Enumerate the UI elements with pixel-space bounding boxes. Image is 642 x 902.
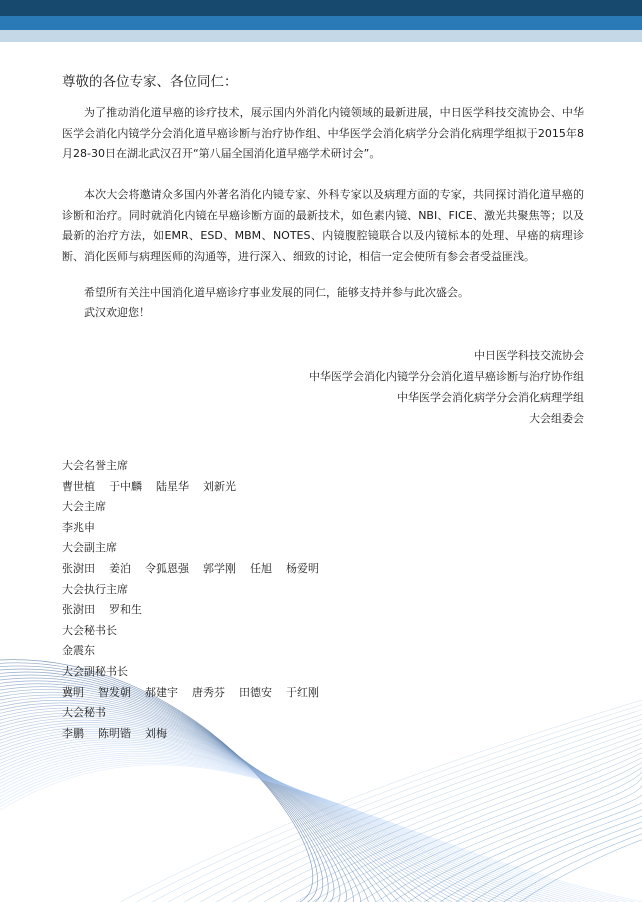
committee-list: [62, 456, 319, 744]
wave-line: [0, 765, 642, 902]
committee-role: 大会主席: [62, 500, 106, 514]
letter-paragraph-4: 武汉欢迎您！: [84, 306, 150, 319]
committee-role: 大会副主席: [62, 541, 117, 555]
wave-line: [216, 729, 642, 902]
committee-member: 刘梅: [145, 726, 167, 740]
letter-paragraph-1: 为了推动消化道早癌的诊疗技术，展示国内外消化内镜领域的最新进展，中日医学科技交流协会、中华医学会消化内镜学分会消化道早癌诊断与治疗协作组、中华医学会消化病学分会消化病理学组拟于2015年8月28-30日在湖北武汉召开“第八届全国消化道早癌学术研讨会”。: [62, 106, 584, 160]
committee-role: 大会副秘书长: [62, 664, 128, 678]
committee-members: [62, 559, 319, 580]
signature-line: 中日医学科技交流协会: [474, 349, 584, 362]
committee-member: 杨爱明: [286, 561, 319, 575]
committee-member: 金震东: [62, 644, 95, 658]
header-band: [0, 0, 642, 46]
committee-member: 田德安: [239, 685, 272, 699]
wave-line: [488, 810, 642, 902]
committee-member: 刘新光: [203, 479, 236, 493]
header-band-light: [0, 30, 642, 42]
committee-members: [62, 600, 319, 621]
wave-line: [0, 726, 498, 902]
header-band-mid: [0, 16, 642, 30]
wave-line: [0, 762, 627, 902]
committee-member: 唐秀芬: [192, 685, 225, 699]
committee-member: 陈明锴: [98, 726, 131, 740]
committee-member: 郝建宇: [145, 685, 178, 699]
committee-member: 郭学刚: [203, 561, 236, 575]
committee-members: [62, 724, 319, 745]
committee-member: 姜泊: [109, 561, 131, 575]
committee-members: [62, 683, 319, 704]
committee-member: 李鹏: [62, 726, 84, 740]
committee-member: 令狐恩强: [145, 561, 189, 575]
wave-line: [0, 727, 490, 902]
committee-role: 大会秘书长: [62, 623, 117, 637]
signature-line: 中华医学会消化病学分会消化病理学组: [397, 391, 584, 404]
letter-paragraph-2: 本次大会将邀请众多国内外著名消化内镜专家、外科专家以及病理方面的专家，共同探讨消化道早癌的诊断和治疗。同时就消化内镜在早癌诊断方面的最新技术，如色素内镜、NBI、FICE、激光共聚焦等；以及最新的治疗方法，如EMR、ESD、MBM、NOTES、内镜腹腔镜联合以及内镜标本的处理、早癌的病理诊断、消化医师与病理医师的沟通等，进行深入、细致的讨论，相信一定会使所有参会者受益匪浅。: [62, 188, 584, 263]
committee-role: 大会名誉主席: [62, 459, 128, 472]
committee-member: 任旭: [250, 561, 272, 575]
committee-member: 于中麟: [109, 479, 142, 493]
wave-line: [0, 720, 467, 902]
committee-role: 大会执行主席: [62, 582, 128, 596]
committee-member: 智发朝: [98, 685, 131, 699]
committee-member: 罗和生: [109, 603, 142, 617]
committee-role: 大会秘书: [62, 706, 106, 720]
greeting: 尊敬的各位专家、各位同仁：: [62, 74, 238, 90]
wave-line: [280, 748, 642, 902]
committee-member: 陆星华: [156, 479, 189, 493]
wave-line: [0, 748, 566, 902]
wave-line: [0, 758, 612, 902]
committee-member: 曹世植: [62, 479, 95, 493]
committee-member: 李兆申: [62, 520, 95, 534]
wave-line: [504, 814, 642, 902]
signature-line: 中华医学会消化内镜学分会消化道早癌诊断与治疗协作组: [309, 370, 584, 383]
committee-member: 于红刚: [286, 685, 319, 699]
signature-block: [309, 345, 584, 429]
signature-line: 大会组委会: [529, 412, 584, 425]
committee-members: [62, 518, 319, 539]
committee-members: [62, 641, 319, 662]
letter-paragraph-3: 希望所有关注中国消化道早癌诊疗事业发展的同仁，能够支持并参与此次盛会。: [84, 286, 469, 299]
committee-member: 冀明: [62, 685, 84, 699]
committee-member: 张澍田: [62, 603, 95, 617]
wave-line: [0, 725, 482, 902]
wave-line: [376, 777, 642, 902]
wave-line: [0, 742, 543, 902]
committee-member: 张澍田: [62, 561, 95, 575]
header-band-dark: [0, 0, 642, 16]
committee-members: [62, 477, 319, 498]
wave-line: [200, 724, 642, 902]
